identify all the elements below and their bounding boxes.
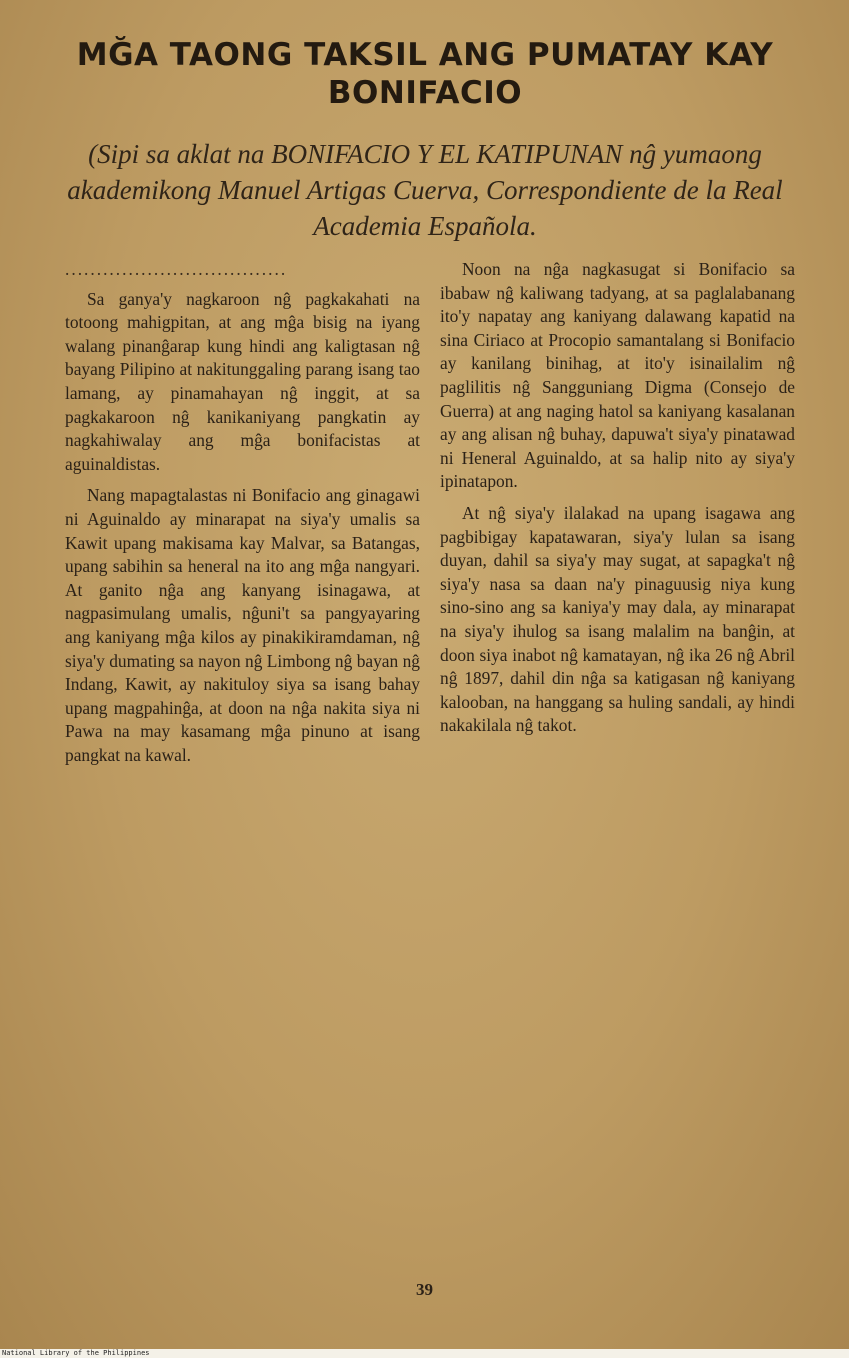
ellipsis-separator: ................................... (65, 259, 288, 279)
right-paragraph-1: Noon na nĝa nagkasugat si Bonifacio sa ibabaw nĝ kaliwang tadyang, at sa paglalabanang ito'y napatay ang kaniyang dalawang kapatid na sina Ciriaco at Procopio samantalang si Bonifacio ay kanilang binihag, at ito'y isinailalim nĝ paglilitis nĝ Sangguniang Digma (Consejo de Guerra) at ang naging hatol sa kaniyang kasalanan ay ang alisan nĝ buhay, dapuwa't siya'y pinatawad ni Heneral Aguinaldo, at sa halip nito ay siya'y ipinatapon. (440, 259, 795, 492)
left-column (65, 258, 420, 775)
right-column (440, 258, 795, 746)
page-number: 39 (416, 1280, 433, 1299)
library-credit: National Library of the Philippines (2, 1349, 150, 1357)
left-paragraph-1: Sa ganya'y nagkaroon nĝ pagkakahati na totoong mahigpitan, at ang mĝa bisig na iyang walang pinanĝarap kung hindi ang kaligtasan nĝ bayang Pilipino at nakitunggaling parang isang tao lamang, ay pinamahayan nĝ inggit, at sa pagkakaroon nĝ kanikaniyang pangkatin ay nagkahiwalay ang mĝa bonifacistas at aguinaldistas. (65, 288, 420, 474)
right-paragraph-2: At nĝ siya'y ilalakad na upang isagawa ang pagbibigay kapatawaran, siya'y lulan sa isang duyan, dahil sa siya'y may sugat, at sapagka't nĝ siya'y nasa sa daan na'y pinaguusig niya kung sino-sino ang sa kaniya'y may dala, ay minarapat na siya'y ihulog sa isang malalim na banĝin, at doon siya inabot nĝ kamatayan, nĝ ika 26 nĝ Abril nĝ 1897, dahil din nĝa sa katigasan nĝ kaniyang kalooban, na hanggang sa huling sandali, ay hindi nakakilala nĝ takot. (440, 502, 795, 736)
left-paragraph-2: Nang mapagtalastas ni Bonifacio ang ginagawi ni Aguinaldo ay minarapat na siya'y umalis sa Kawit upang makisama kay Malvar, sa Batangas, upang sabihin sa heneral na ito ang mĝa nangyari. At ganito nĝa ang kanyang isinagawa, at nagpasimulang umalis, nĝuni't sa pangyayaring ang kaniyang mĝa kilos ay pinakikiramdaman, nĝ siya'y dumating sa nayon nĝ Limbong nĝ bayan nĝ Indang, Kawit, ay nakituloy siya sa isang bahay upang magpahinĝa, at doon na nĝa nakita siya ni Pawa na may kasamang mĝa pinuno at isang pangkat na kawal. (65, 485, 420, 765)
article-subtitle: (Sipi sa aklat na BONIFACIO Y EL KATIPUNAN nĝ yumaong akademikong Manuel Artigas Cuerva, Correspondiente de la Real Academia Española. (67, 139, 783, 241)
article-title: MĞA TAONG TAKSIL ANG PUMATAY KAY BONIFACIO (76, 37, 774, 111)
